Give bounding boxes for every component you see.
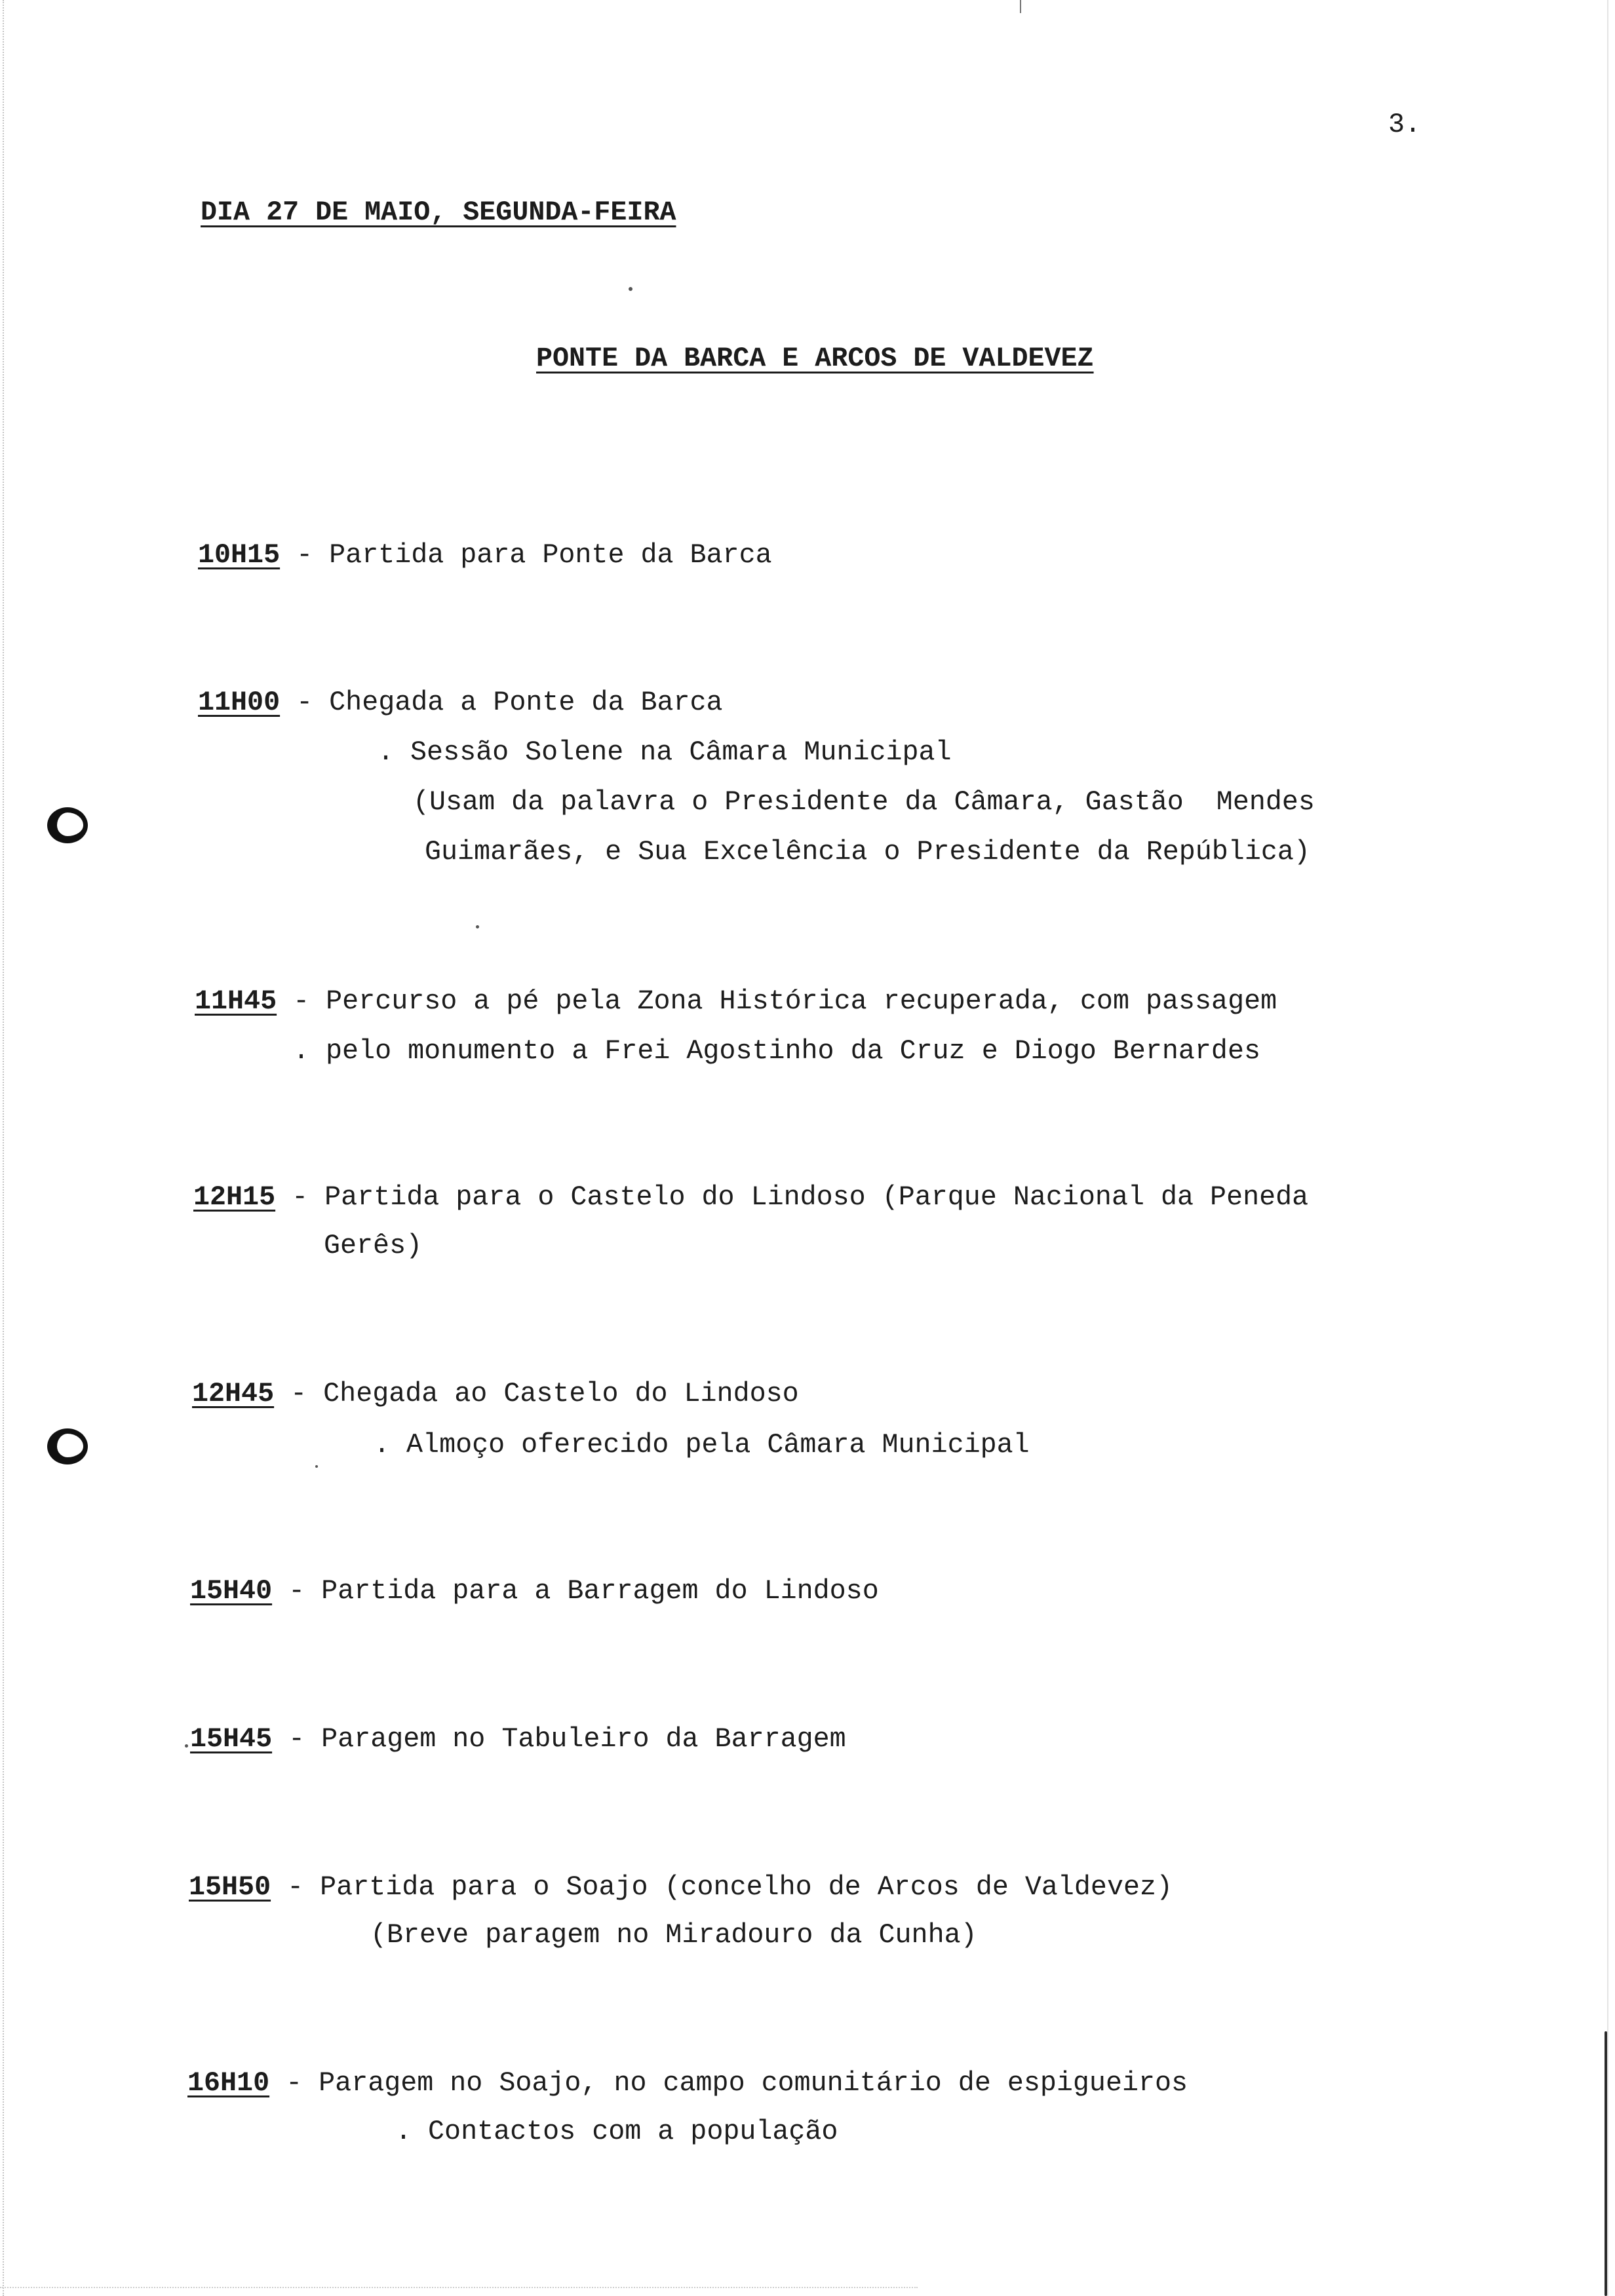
- location-heading: PONTE DA BARCA E ARCOS DE VALDEVEZ: [536, 343, 1094, 374]
- entry-time: 11H45: [195, 985, 277, 1017]
- scan-mark: [1020, 0, 1021, 13]
- entry-time: 15H45: [190, 1723, 273, 1755]
- scan-speck: [185, 1744, 188, 1748]
- entry-description: Partida para o Castelo do Lindoso (Parque Nacional da Peneda: [324, 1181, 1309, 1213]
- scan-edge-bottom: [0, 2287, 918, 2288]
- entry-description: Paragem no Tabuleiro da Barragem: [321, 1723, 846, 1755]
- punch-hole: [47, 807, 88, 843]
- entry-separator: -: [275, 1181, 325, 1213]
- entry-time: 16H10: [187, 2067, 270, 2099]
- entry-separator: -: [274, 1378, 324, 1409]
- entry-description: Partida para o Soajo (concelho de Arcos de Valdevez): [320, 1871, 1173, 1903]
- page-number: 3.: [1388, 109, 1422, 140]
- entry-detail: Gerês): [324, 1230, 423, 1261]
- schedule-entry: [195, 985, 1277, 1018]
- entry-detail: Guimarães, e Sua Excelência o Presidente da República): [425, 836, 1310, 868]
- scan-speck: [476, 925, 479, 928]
- schedule-entry: [192, 1377, 799, 1410]
- schedule-entry: [187, 2067, 1188, 2099]
- entry-description: Paragem no Soajo, no campo comunitário de espigueiros: [319, 2067, 1188, 2099]
- scan-edge-right-shadow: [1605, 2031, 1607, 2296]
- entry-separator: -: [269, 2067, 319, 2099]
- entry-detail: . pelo monumento a Frei Agostinho da Cruz e Diogo Bernardes: [293, 1035, 1260, 1067]
- entry-description: Percurso a pé pela Zona Histórica recuperada, com passagem: [326, 985, 1277, 1017]
- entry-description: Chegada ao Castelo do Lindoso: [323, 1378, 799, 1409]
- scan-speck: [315, 1465, 318, 1468]
- schedule-entry: [193, 1181, 1308, 1214]
- entry-detail: . Almoço oferecido pela Câmara Municipal: [374, 1429, 1030, 1461]
- schedule-entry: [198, 539, 772, 571]
- entry-description: Partida para a Barragem do Lindoso: [321, 1575, 879, 1607]
- entry-time: 12H45: [192, 1378, 275, 1409]
- entry-detail: (Usam da palavra o Presidente da Câmara, Gastão Mendes: [413, 786, 1315, 818]
- entry-detail: (Breve paragem no Miradouro da Cunha): [370, 1919, 977, 1951]
- entry-time: 15H40: [190, 1575, 273, 1607]
- entry-separator: -: [277, 985, 326, 1017]
- entry-separator: -: [272, 1575, 322, 1607]
- entry-time: 15H50: [189, 1871, 271, 1903]
- entry-time: 11H00: [198, 687, 281, 718]
- scan-speck: [629, 287, 632, 291]
- entry-description: Partida para Ponte da Barca: [329, 539, 772, 571]
- scan-edge-left: [3, 0, 4, 2296]
- day-heading: DIA 27 DE MAIO, SEGUNDA-FEIRA: [201, 197, 676, 228]
- scan-edge-right: [1607, 0, 1608, 2296]
- entry-time: 12H15: [193, 1181, 276, 1213]
- entry-separator: -: [271, 1871, 321, 1903]
- punch-hole: [47, 1428, 88, 1464]
- entry-separator: -: [280, 687, 330, 718]
- schedule-entry: [189, 1871, 1173, 1904]
- schedule-entry: [190, 1575, 879, 1607]
- entry-description: Chegada a Ponte da Barca: [329, 687, 723, 718]
- entry-detail: . Contactos com a população: [395, 2116, 838, 2147]
- entry-time: 10H15: [198, 539, 281, 571]
- entry-detail: . Sessão Solene na Câmara Municipal: [378, 737, 952, 768]
- entry-separator: -: [280, 539, 330, 571]
- schedule-entry: [190, 1723, 846, 1755]
- entry-separator: -: [272, 1723, 322, 1755]
- schedule-entry: [198, 686, 723, 719]
